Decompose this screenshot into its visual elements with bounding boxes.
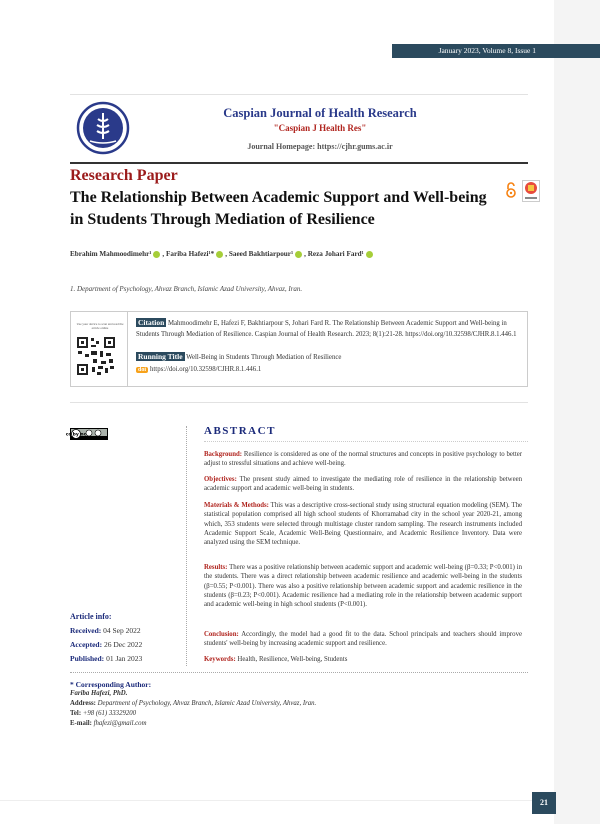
paper-title: The Relationship Between Academic Support and Well-being in Students Through Mediation of Resilience — [70, 189, 487, 228]
published-date — [70, 654, 142, 663]
date-value: 26 Dec 2022 — [103, 640, 143, 649]
author-list: Ebrahim Mahmoodimehr¹ , Fariba Hafezi¹* , Saeed Bakhtiarpour¹ , Reza Johari Fard¹ — [70, 250, 375, 258]
journal-logo-icon — [76, 101, 130, 155]
doi-line — [136, 366, 261, 373]
email-link[interactable]: fhafezi@gmail.com — [93, 720, 147, 727]
date-value: 04 Sep 2022 — [103, 626, 141, 635]
open-access-icon — [505, 182, 517, 198]
author-name[interactable]: Saeed Bakhtiarpour¹ — [228, 250, 294, 258]
citation-body: Mahmoodimehr E, Hafezi F, Bakhtiarpour S, Johari Fard R. The Relationship Between Academic Support and Well-being in Students Through Mediation of Resilience. Caspian Journal of Health Research. 2023; 8(1):21-28. https://doi.org/10.32598/CJHR.8.1.446.1 — [136, 320, 517, 338]
citation-text — [136, 318, 520, 340]
contact-value: +98 (61) 33329200 — [82, 710, 137, 717]
abstract-objectives — [204, 475, 522, 494]
divider — [70, 162, 528, 164]
section-text: Resilience is considered as one of the normal structures and concepts in positive psychology to better adjust to stressful situations and achieve well-being. — [204, 451, 523, 468]
journal-short-title: "Caspian J Health Res" — [273, 123, 367, 133]
column-separator — [186, 426, 187, 666]
citation-label: Citation — [138, 318, 165, 327]
abstract-methods — [204, 501, 522, 547]
section-label: Background: — [204, 451, 243, 458]
affiliation: 1. Department of Psychology, Ahvaz Branch, Islamic Azad University, Ahvaz, Iran. — [70, 285, 303, 293]
contact-label: Address: — [70, 700, 96, 707]
section-label: Keywords: — [204, 656, 236, 663]
divider — [0, 800, 532, 801]
abstract-keywords — [204, 655, 522, 664]
running-title-text: Well-Being in Students Through Mediation of Resilience — [186, 354, 342, 361]
running-title-label: Running Title — [138, 352, 183, 361]
page-margin-stripe — [554, 0, 600, 824]
corresponding-name: Fariba Hafezi, PhD. — [70, 690, 128, 697]
corresponding-heading: * Corresponding Author: — [70, 680, 152, 689]
cc-badge-text: cc by nc — [65, 432, 87, 438]
creative-commons-icon[interactable] — [65, 428, 108, 440]
section-text: There was a positive relationship between academic support and academic well-being (β=0.33; P<0.001) in the students. There was a direct relationship between academic resilience and academic well-being in the students (β=0.55; P<0.001). There was also a positive relationship between academic support and academic resilience in the students (β=0.23; P<0.001). Academic resilience had a mediating role in the relationship between academic support and academic well-being in high school students (P<0.001). — [204, 564, 522, 609]
divider — [70, 94, 528, 95]
section-label: Materials & Methods: — [204, 502, 269, 509]
divider — [70, 672, 528, 673]
abstract-results — [204, 563, 522, 609]
contact-label: E-mail: — [70, 720, 92, 727]
crossmark-icon[interactable] — [522, 180, 540, 202]
issue-banner: January 2023, Volume 8, Issue 1 — [392, 44, 600, 58]
section-text: The present study aimed to investigate the mediating role of resilience in the relationship between academic support and academic well-being in students. — [204, 476, 522, 493]
article-info-heading: Article info: — [70, 612, 112, 621]
journal-title: Caspian Journal of Health Research — [223, 106, 417, 120]
abstract-conclusion — [204, 630, 522, 649]
orcid-icon[interactable] — [295, 251, 302, 258]
section-label: Conclusion: — [204, 631, 239, 638]
author-name[interactable]: Ebrahim Mahmoodimehr¹ — [70, 250, 152, 258]
orcid-icon[interactable] — [366, 251, 373, 258]
doi-icon: doi — [138, 367, 147, 373]
contact-label: Tel: — [70, 710, 82, 717]
received-date — [70, 626, 141, 635]
divider — [70, 402, 528, 403]
abstract-background — [204, 450, 522, 469]
journal-homepage[interactable]: Journal Homepage: https://cjhr.gums.ac.ir — [247, 142, 393, 151]
date-label: Accepted: — [70, 640, 103, 649]
contact-value: Department of Psychology, Ahvaz Branch, Islamic Azad University, Ahvaz, Iran. — [97, 700, 317, 707]
abstract-heading: ABSTRACT — [204, 425, 276, 437]
corresponding-email — [70, 720, 147, 727]
accepted-date — [70, 640, 142, 649]
paper-type: Research Paper — [70, 167, 178, 184]
divider — [204, 441, 528, 442]
date-label: Published: — [70, 654, 105, 663]
running-title — [136, 352, 520, 361]
section-text: Health, Resilience, Well-being, Students — [237, 656, 348, 663]
author-name[interactable]: Fariba Hafezi¹* — [166, 250, 215, 258]
qr-code-icon[interactable] — [76, 336, 116, 376]
orcid-icon[interactable] — [216, 251, 223, 258]
qr-caption: Use your device to scan and read the article online — [76, 322, 124, 330]
section-text: This was a descriptive cross-sectional study using structural equation modeling (SEM). The statistical population comprised all high school students of Khorramabad city in the school year 2020-21, among which, 353 students were selected through multistage cluster random sampling. The research instruments included Academic Support Scale, Academic Well-Being Questionnaire, and Academic Resilience Inventory. Data were analyzed using the SEM technique. — [204, 502, 523, 547]
section-label: Results: — [204, 564, 228, 571]
date-value: 01 Jan 2023 — [106, 654, 143, 663]
date-label: Received: — [70, 626, 102, 635]
page-number: 21 — [532, 792, 556, 814]
doi-link[interactable]: https://doi.org/10.32598/CJHR.8.1.446.1 — [150, 366, 262, 373]
author-name[interactable]: Reza Johari Fard¹ — [307, 250, 364, 258]
corresponding-tel — [70, 710, 136, 717]
corresponding-address — [70, 700, 316, 707]
section-label: Objectives: — [204, 476, 237, 483]
section-text: Accordingly, the model had a good fit to the data. School principals and teachers should improve students' well-being by increasing academic support and resilience. — [204, 631, 522, 648]
orcid-icon[interactable] — [153, 251, 160, 258]
